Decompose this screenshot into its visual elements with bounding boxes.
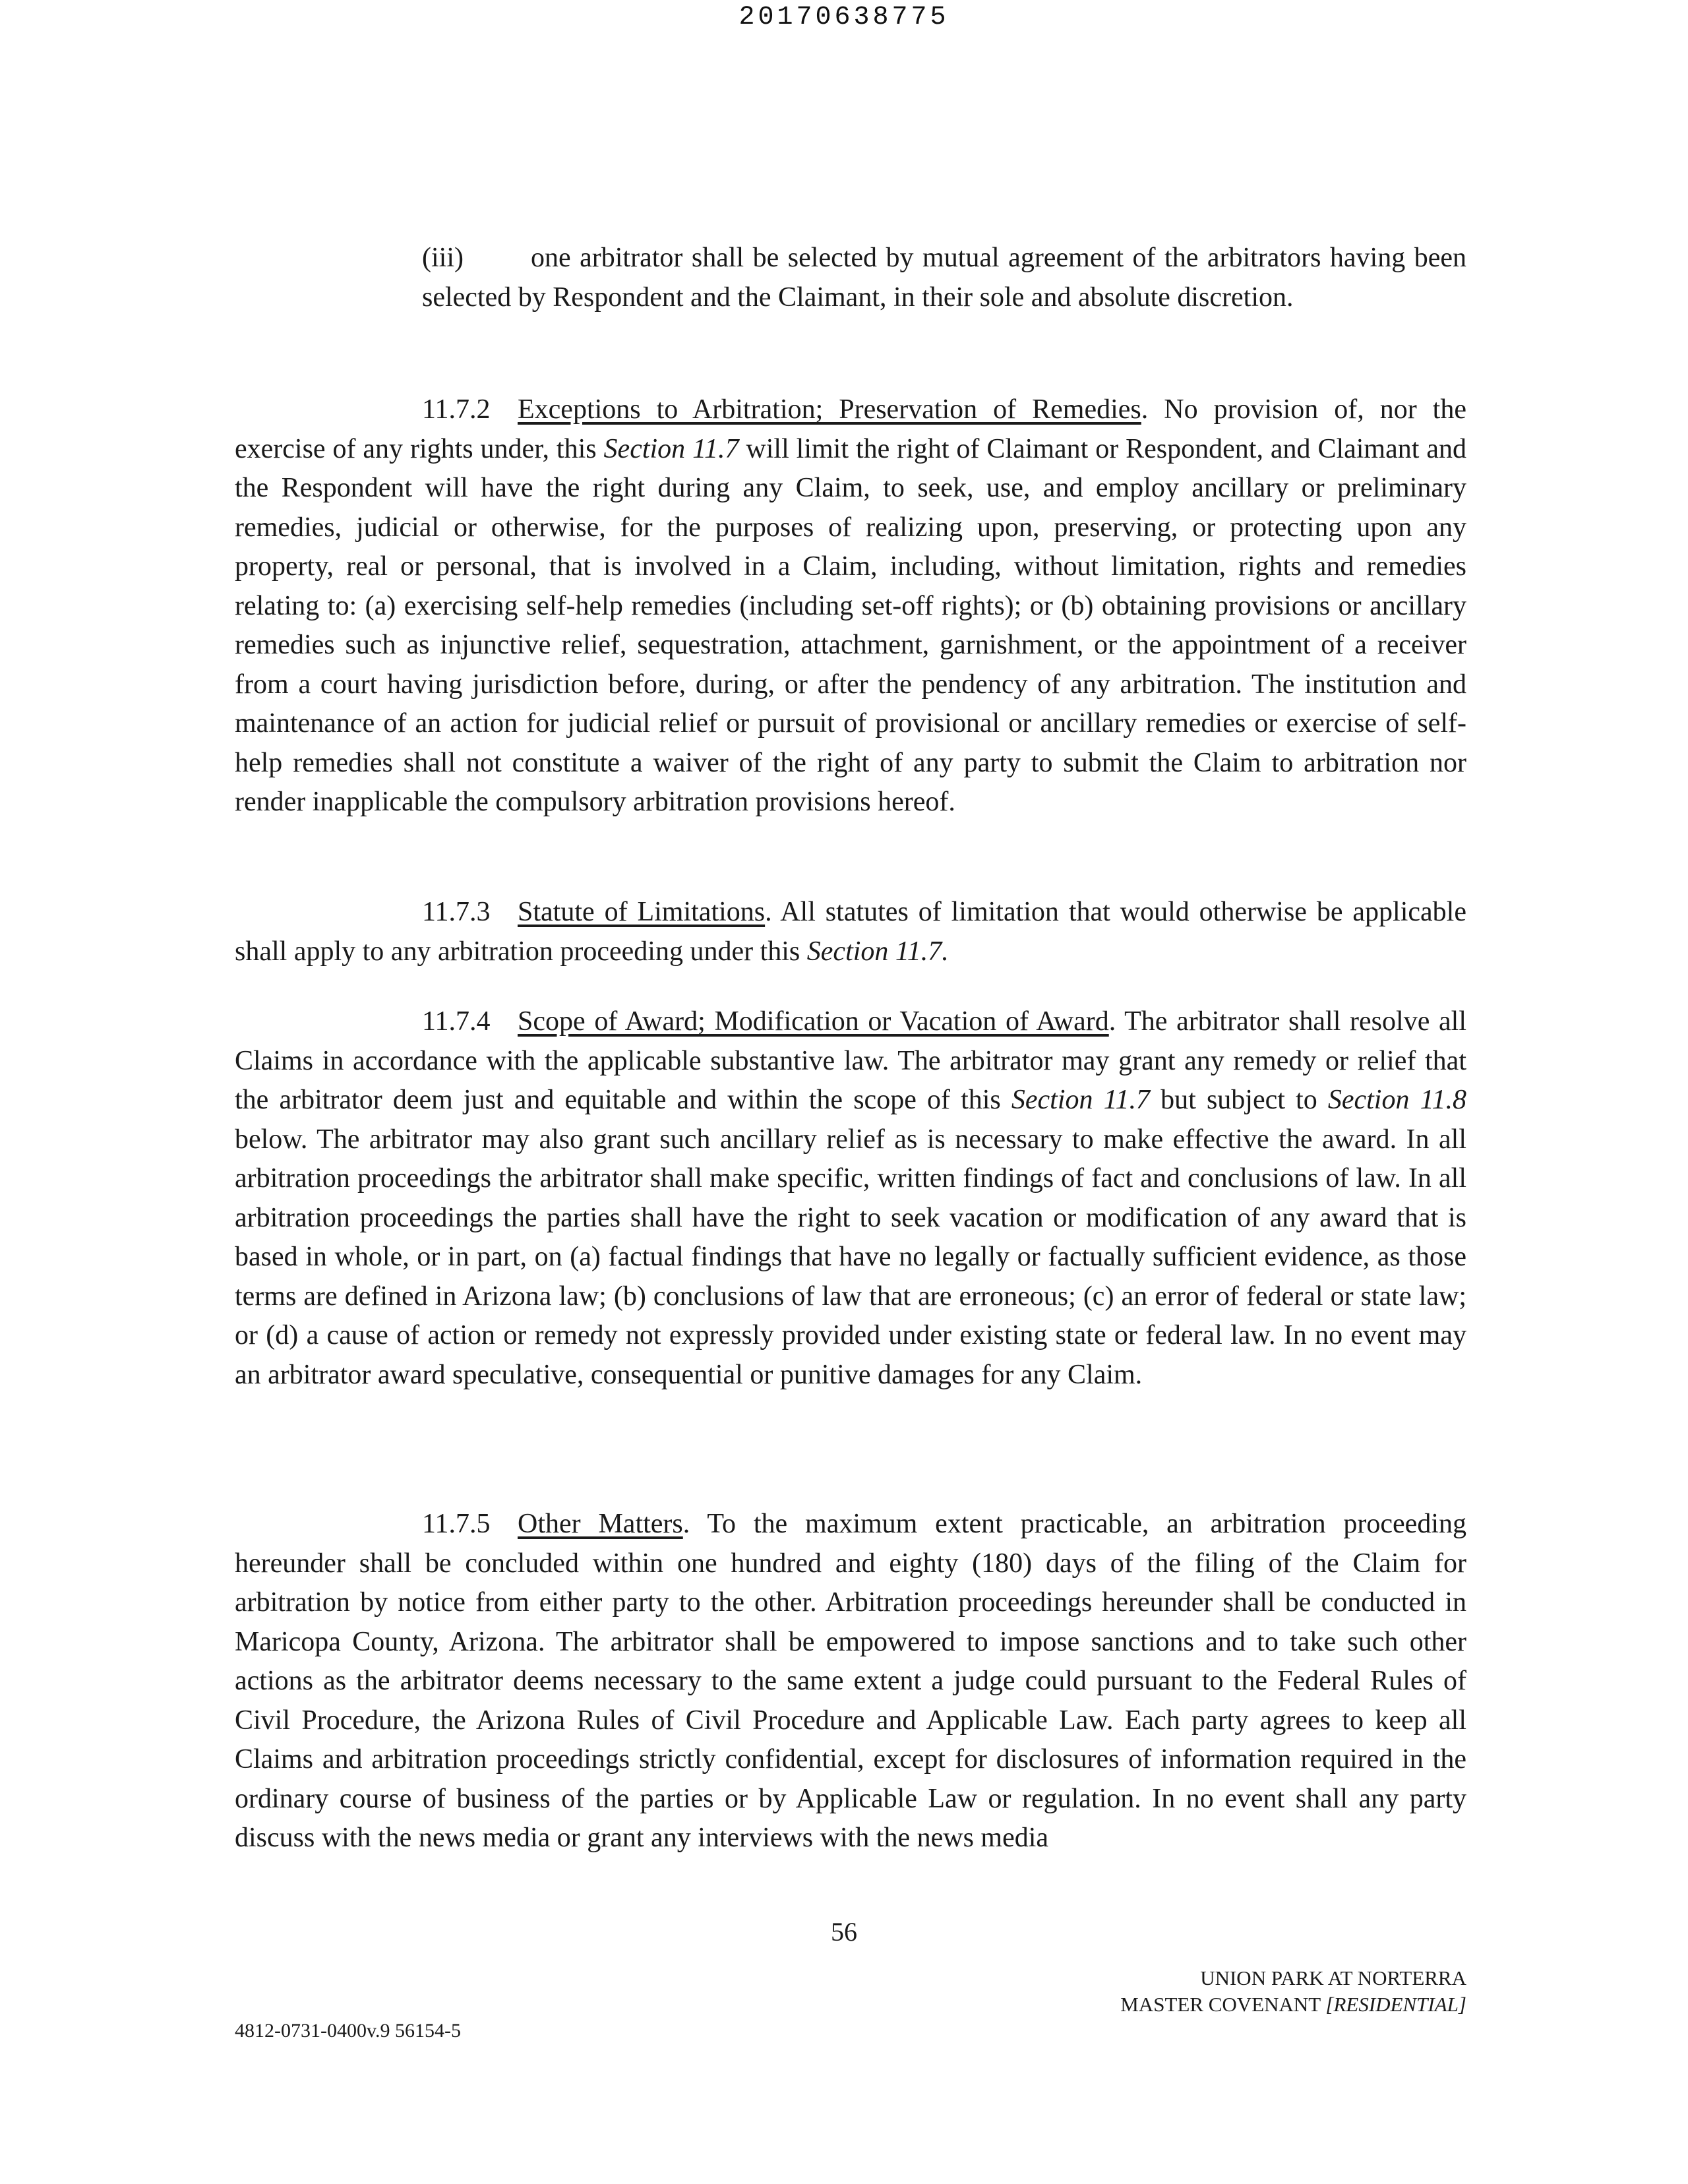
recording-number: 20170638775: [738, 3, 950, 32]
section-heading: Other Matters: [518, 1509, 683, 1539]
document-title-bracket: [RESIDENTIAL]: [1325, 1993, 1466, 2016]
section-reference: Section 11.7.: [806, 936, 949, 967]
paragraph-11-7-2: [235, 390, 1466, 822]
paragraph-text: . To the maximum extent practicable, an arbitration proceeding hereunder shall be concluded within one hundred and eighty (180) days of the filing of the Claim for arbitration by notice from either party to the other. Arbitration proceedings hereunder shall be conducted in Maricopa County, Arizona. The arbitrator shall be empowered to impose sanctions and to take such other actions as the arbitrator deems necessary to the same extent a judge could pursuant to the Federal Rules of Civil Procedure, the Arizona Rules of Civil Procedure and Applicable Law. Each party agrees to keep all Claims and arbitration proceedings strictly confidential, except for disclosures of information required in the ordinary course of business of the parties or by Applicable Law or regulation. In no event shall any party discuss with the news media or grant any interviews with the news media: [235, 1509, 1466, 1853]
document-title-line-1: UNION PARK AT NORTERRA: [1200, 1966, 1466, 1989]
document-title-text: MASTER COVENANT: [1120, 1993, 1326, 2016]
paragraph-text: will limit the right of Claimant or Respondent, and Claimant and the Respondent will have the right during any Claim, to seek, use, and employ ancillary or preliminary remedies, judicial or otherwise, for the purposes of realizing upon, preserving, or protecting upon any property, real or personal, that is involved in a Claim, including, without limitation, rights and remedies relating to: (a) exercising self-help remedies (including set-off rights); or (b) obtaining provisions or ancillary remedies such as injunctive relief, sequestration, attachment, garnishment, or the appointment of a receiver from a court having jurisdiction before, during, or after the pendency of any arbitration. The institution and maintenance of an action for judicial relief or pursuit of provisional or ancillary remedies or exercise of self-help remedies shall not constitute a waiver of the right of any party to submit the Claim to arbitration nor render inapplicable the compulsory arbitration provisions hereof.: [235, 433, 1466, 817]
section-number: 11.7.3: [422, 897, 491, 927]
section-number: 11.7.2: [422, 394, 491, 425]
document-title-footer: [1120, 1965, 1466, 2018]
paragraph-label: (iii): [422, 243, 464, 273]
section-number: 11.7.5: [422, 1509, 491, 1539]
section-reference: Section 11.7: [1011, 1085, 1151, 1115]
section-reference: Section 11.8: [1327, 1085, 1466, 1115]
section-reference: Section 11.7: [603, 433, 739, 464]
section-number: 11.7.4: [422, 1006, 491, 1037]
page-number: 56: [831, 1917, 857, 1947]
paragraph-11-7-5: [235, 1505, 1466, 1858]
paragraph-text: below. The arbitrator may also grant such ancillary relief as is necessary to make effective the award. In all arbitration proceedings the arbitrator shall make specific, written findings of fact and conclusions of law. In all arbitration proceedings the parties shall have the right to seek vacation or modification of any award that is based in whole, or in part, on (a) factual findings that have no legally or factually sufficient evidence, as those terms are defined in Arizona law; (b) conclusions of law that are erroneous; (c) an error of federal or state law; or (d) a cause of action or remedy not expressly provided under existing state or federal law. In no event may an arbitrator award speculative, consequential or punitive damages for any Claim.: [235, 1124, 1466, 1390]
document-title-line-2: [1120, 1991, 1466, 2018]
paragraph-text: but subject to: [1150, 1085, 1328, 1115]
document-id: 4812-0731-0400v.9 56154-5: [235, 2020, 462, 2042]
paragraph-text: . No provision of, nor the exercise of any rights under, this: [235, 394, 1466, 464]
section-heading: Scope of Award; Modification or Vacation of Award: [518, 1006, 1109, 1037]
section-heading: Statute of Limitations: [518, 897, 766, 927]
paragraph-text: one arbitrator shall be selected by mutual agreement of the arbitrators having been selected by Respondent and the Claimant, in their sole and absolute discretion.: [422, 243, 1466, 313]
paragraph-11-7-4: [235, 1002, 1466, 1395]
paragraph-iii: [422, 239, 1466, 317]
paragraph-11-7-3: [235, 893, 1466, 971]
section-heading: Exceptions to Arbitration; Preservation of Remedies: [518, 394, 1141, 425]
paragraph-text: . The arbitrator shall resolve all Claims in accordance with the applicable substantive law. The arbitrator may grant any remedy or relief that the arbitrator deem just and equitable and within the scope of this: [235, 1006, 1467, 1115]
paragraph-text: . All statutes of limitation that would otherwise be applicable shall apply to any arbitration proceeding under this: [235, 897, 1466, 967]
